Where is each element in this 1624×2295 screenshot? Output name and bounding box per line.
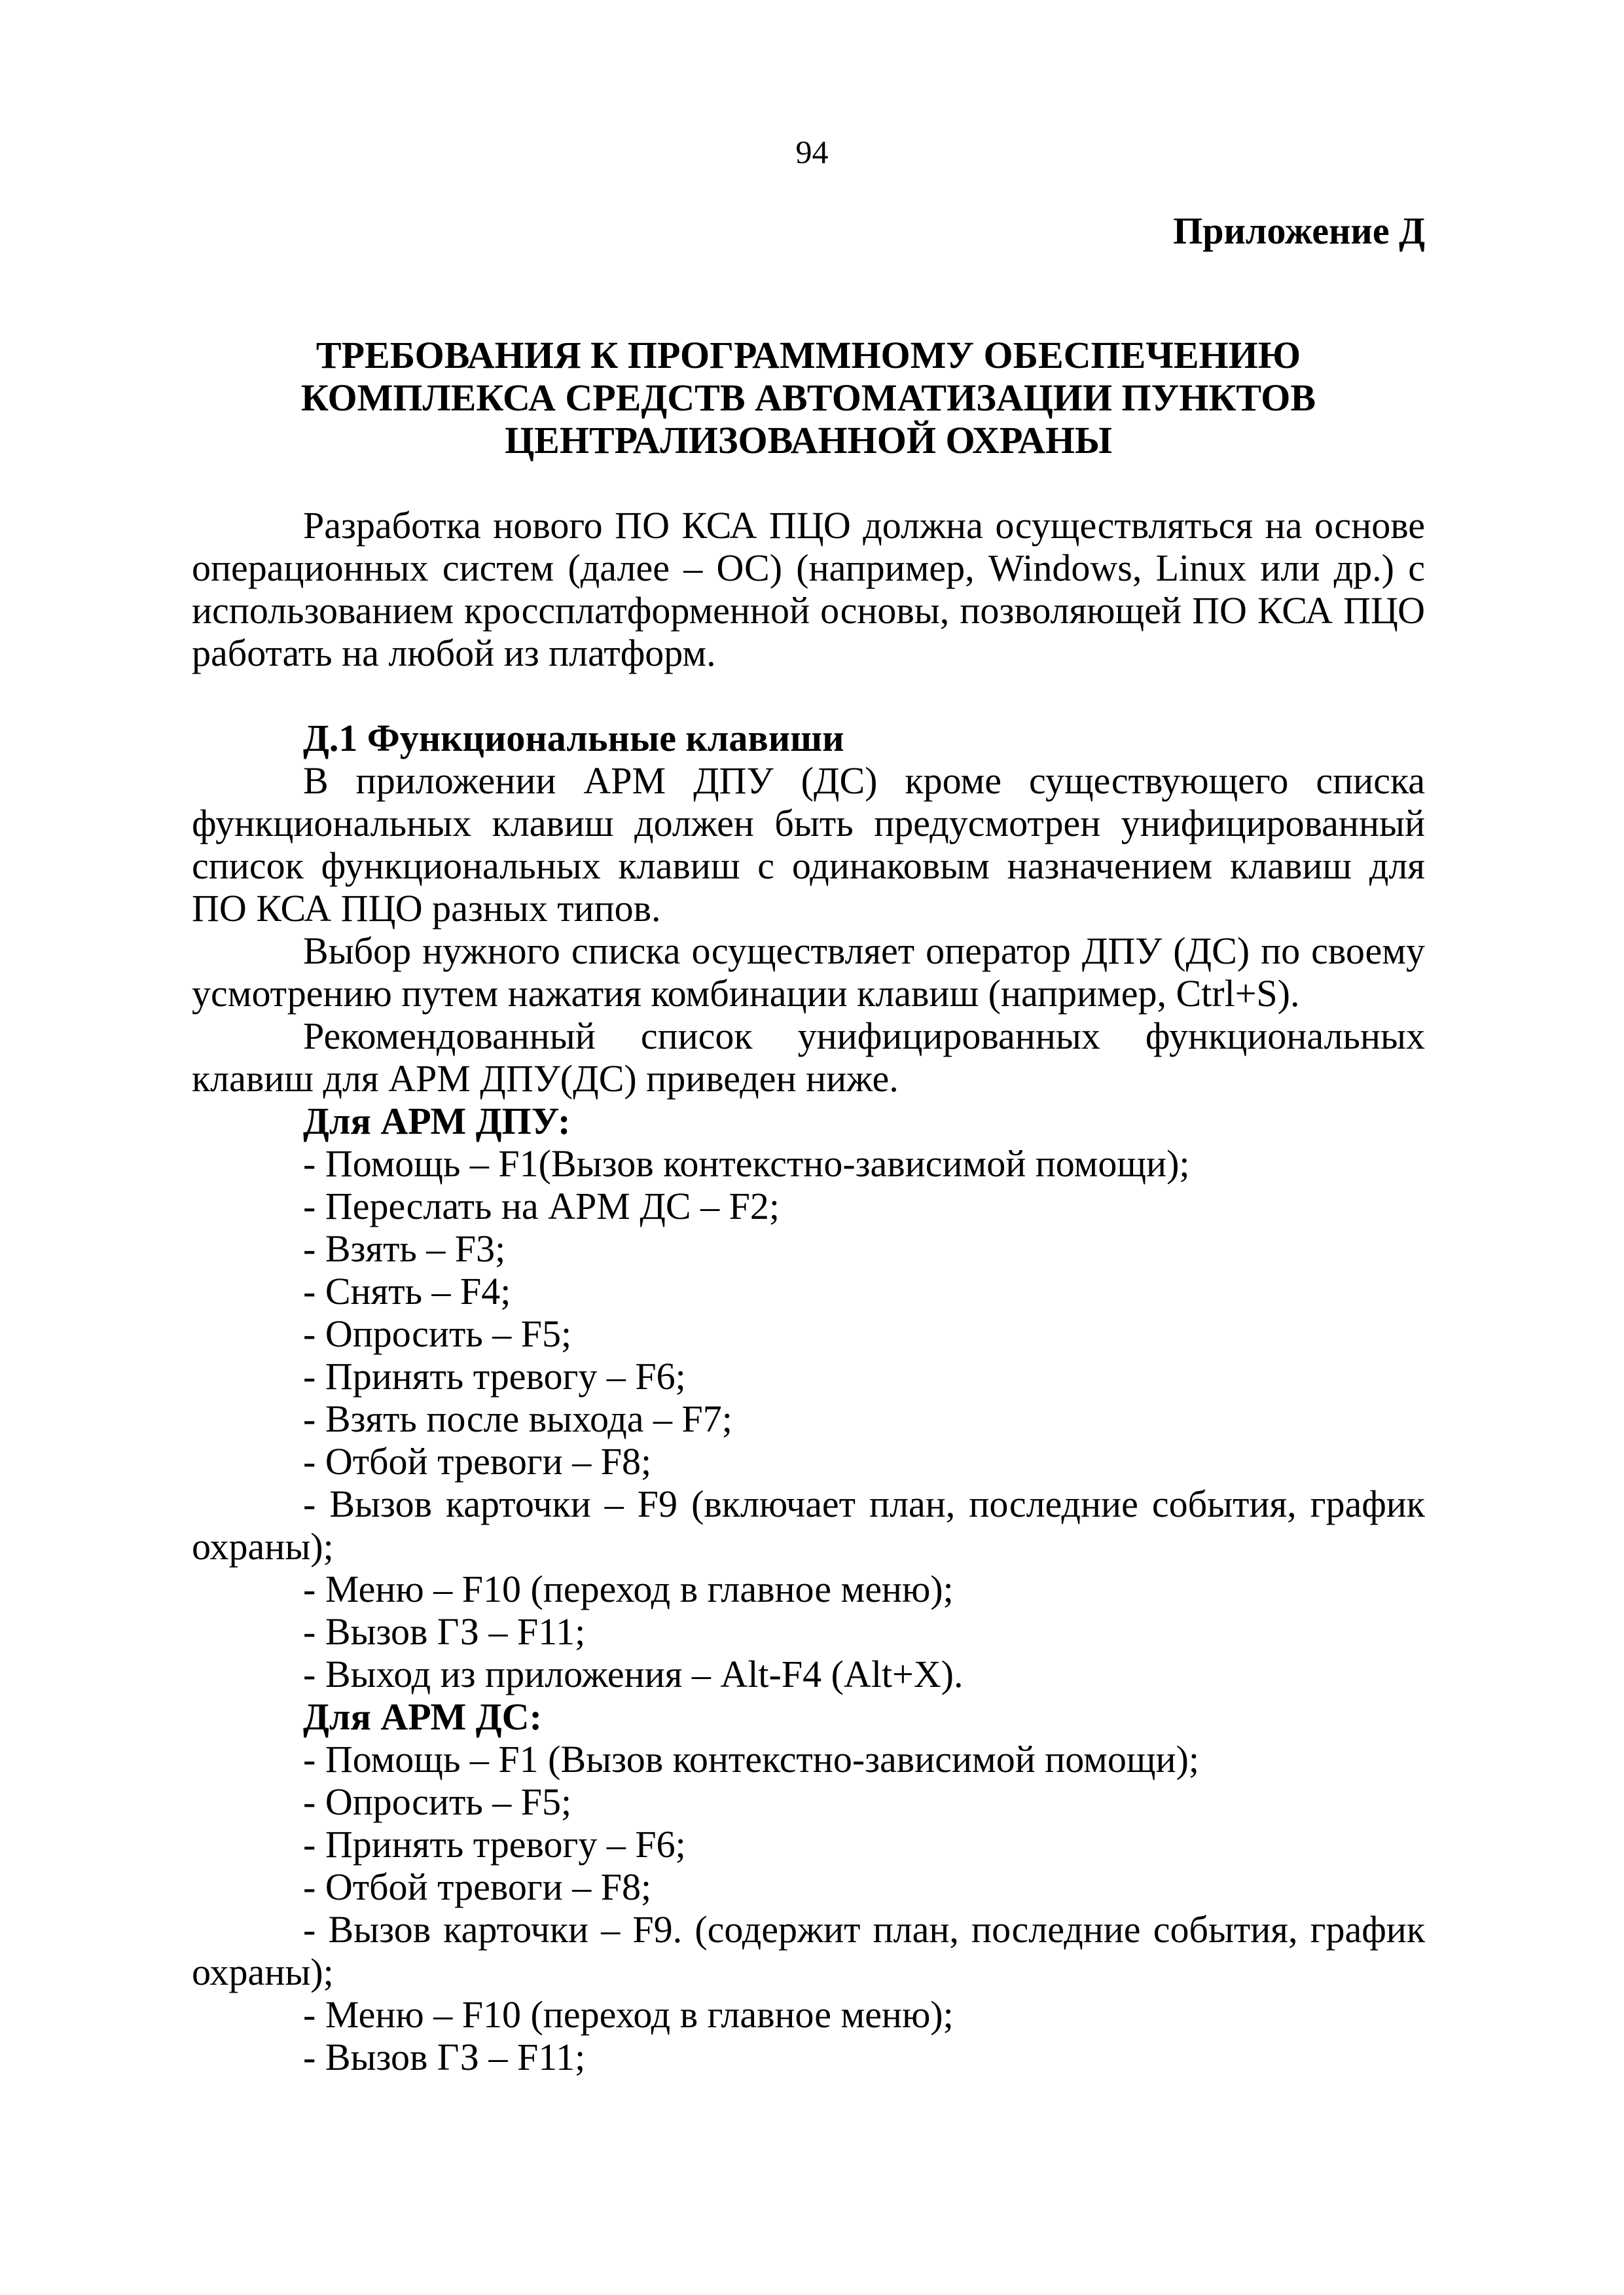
list-item: - Принять тревогу – F6; — [303, 1823, 686, 1866]
list-item: - Меню – F10 (переход в главное меню); — [303, 1993, 954, 2036]
list-item: - Взять – F3; — [303, 1227, 506, 1270]
list-item: - Помощь – F1(Вызов контекстно-зависимой помощи); — [303, 1142, 1190, 1185]
section-heading: Д.1 Функциональные клавиши — [303, 717, 844, 759]
appendix-label: Приложение Д — [1173, 209, 1425, 252]
page-number: 94 — [795, 134, 829, 170]
paragraph: В приложении АРМ ДПУ (ДС) кроме существующего списка функциональных клавиш должен быть предусмотрен унифицированный список функциональных клавиш с одинаковым назначением клавиш для ПО КСА ПЦО разных типов. — [192, 759, 1425, 930]
paragraph: Выбор нужного списка осуществляет оператор ДПУ (ДС) по своему усмотрению путем нажатия комбинации клавиш (например, Ctrl+S). — [192, 930, 1425, 1015]
ds-heading: Для АРМ ДС: — [303, 1695, 542, 1738]
title-line: ТРЕБОВАНИЯ К ПРОГРАММНОМУ ОБЕСПЕЧЕНИЮ — [316, 334, 1301, 376]
list-item: - Взять после выхода – F7; — [303, 1398, 732, 1440]
page-content — [192, 209, 1425, 2078]
list-item: - Вызов ГЗ – F11; — [303, 1610, 586, 1653]
paragraph: Рекомендованный список унифицированных функциональных клавиш для АРМ ДПУ(ДС) приведен ниже. — [192, 1015, 1425, 1100]
list-item: - Снять – F4; — [303, 1270, 511, 1312]
list-item: - Вызов карточки – F9 (включает план, последние события, график охраны); — [192, 1483, 1425, 1568]
list-item: - Принять тревогу – F6; — [303, 1355, 686, 1398]
intro-paragraph: Разработка нового ПО КСА ПЦО должна осуществляться на основе операционных систем (далее – ОС) (например, Windows, Linux или др.) с использованием кроссплатформенной основы, позволяющей ПО КСА ПЦО работать на любой из платформ. — [192, 504, 1425, 674]
list-item: - Отбой тревоги – F8; — [303, 1440, 652, 1483]
list-item: - Меню – F10 (переход в главное меню); — [303, 1568, 954, 1610]
dpu-heading: Для АРМ ДПУ: — [303, 1100, 571, 1142]
dpu-key-list — [192, 1142, 1425, 1695]
list-item: - Опросить – F5; — [303, 1780, 572, 1823]
ds-key-list — [192, 1738, 1425, 2078]
title-line: ЦЕНТРАЛИЗОВАННОЙ ОХРАНЫ — [505, 419, 1112, 461]
list-item: - Помощь – F1 (Вызов контекстно-зависимой помощи); — [303, 1738, 1200, 1780]
list-item: - Вызов карточки – F9. (содержит план, последние события, график охраны); — [192, 1908, 1425, 1993]
title-line: КОМПЛЕКСА СРЕДСТВ АВТОМАТИЗАЦИИ ПУНКТОВ — [300, 376, 1316, 419]
document-title — [192, 334, 1425, 461]
list-item: - Опросить – F5; — [303, 1312, 572, 1355]
list-item: - Выход из приложения – Alt-F4 (Alt+X). — [303, 1653, 964, 1695]
list-item: - Вызов ГЗ – F11; — [303, 2036, 586, 2078]
list-item: - Отбой тревоги – F8; — [303, 1866, 652, 1908]
list-item: - Переслать на АРМ ДС – F2; — [303, 1185, 780, 1227]
